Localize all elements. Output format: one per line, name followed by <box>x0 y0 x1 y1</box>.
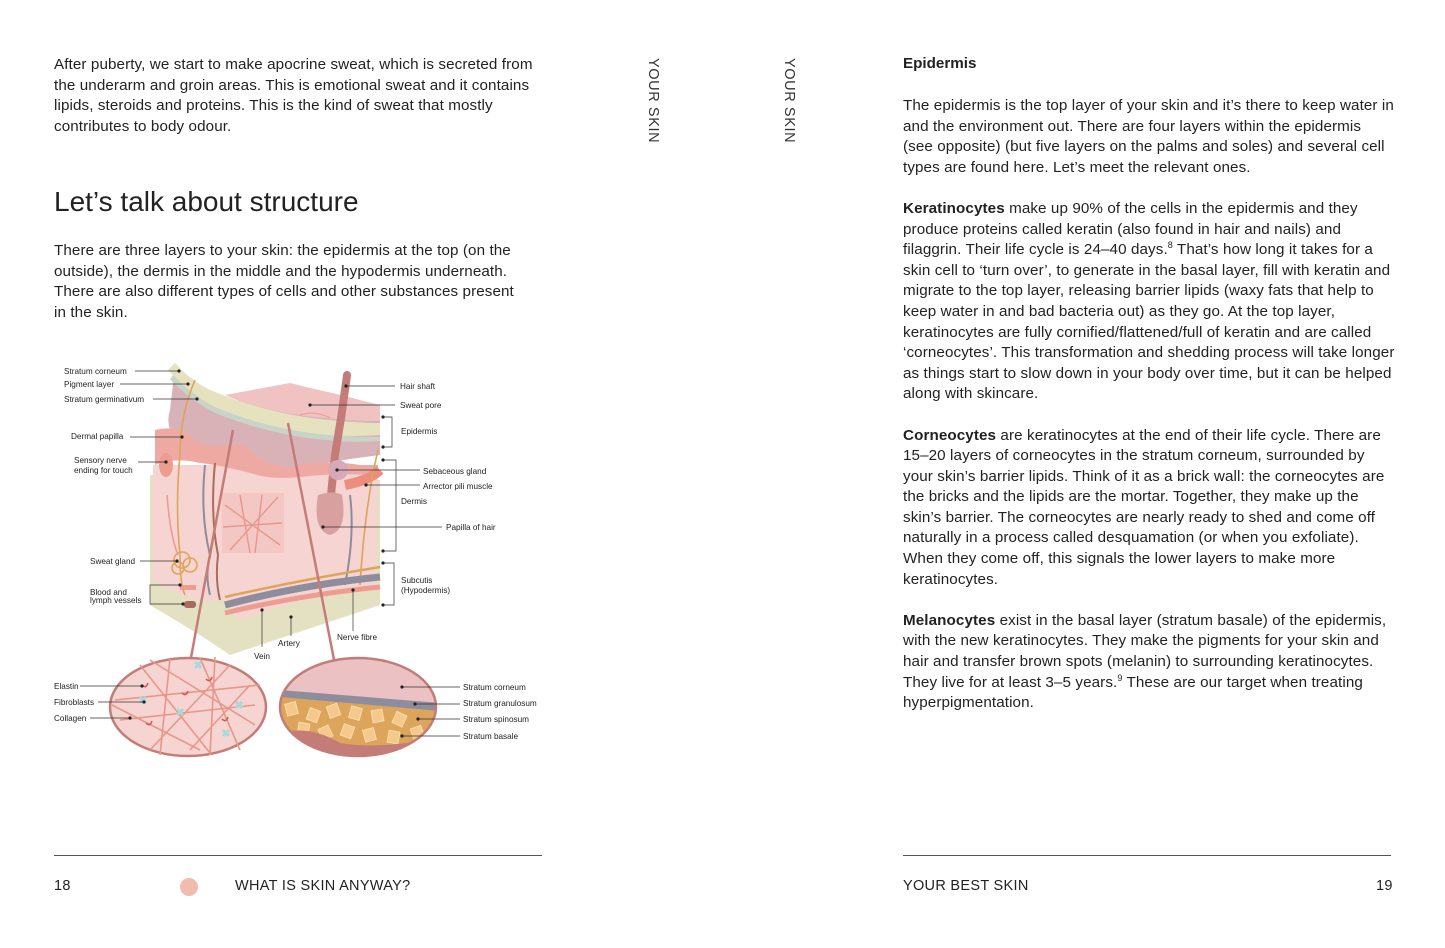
blood-vessel <box>184 601 196 608</box>
footnote-ref-8[interactable]: 8 <box>1167 240 1173 251</box>
label-pigment-layer: Pigment layer <box>64 380 115 389</box>
skin-block-illustration <box>150 363 380 665</box>
label-hair-shaft: Hair shaft <box>400 382 436 391</box>
paragraph-keratinocytes <box>903 199 1395 405</box>
label-sweat-pore: Sweat pore <box>400 401 442 410</box>
intro-paragraph-text: After puberty, we start to make apocrine sweat, which is secreted from the underarm and groin areas. This is emotional sweat and it contains lipids, steroids and proteins. This is the kind of sweat that mostly contributes to body odour. <box>54 56 533 135</box>
label-papilla-of-hair: Papilla of hair <box>446 523 496 532</box>
paragraph-corneocytes <box>903 426 1395 591</box>
label-nerve-fibre: Nerve fibre <box>337 633 378 642</box>
running-head-right: YOUR SKIN <box>781 58 797 144</box>
footer-rule-right <box>903 855 1391 856</box>
footer-rule-left <box>54 855 542 856</box>
footnote-ref-9[interactable]: 9 <box>1117 672 1123 683</box>
epidermis-heading: Epidermis <box>903 55 977 72</box>
label-subcutis: Subcutis <box>401 576 433 585</box>
label-sensory-nerve: Sensory nerve <box>74 456 127 465</box>
label-ending-for-touch: ending for touch <box>74 466 133 475</box>
label-stratum-granulosum: Stratum granulosum <box>463 699 537 708</box>
paragraph-epidermis-intro <box>903 96 1395 178</box>
structure-paragraph <box>54 241 524 323</box>
term-corneocytes: Corneocytes <box>903 426 997 444</box>
label-dermis: Dermis <box>401 497 427 506</box>
structure-paragraph-text: There are three layers to your skin: the epidermis at the top (on the outside), the dermis in the middle and the hypodermis underneath. There are also different types of cells and other substances present in the skin. <box>54 242 514 321</box>
label-stratum-corneum: Stratum corneum <box>64 367 127 376</box>
lymph-vessel <box>180 585 196 590</box>
running-head-left: YOUR SKIN <box>645 58 661 144</box>
label-elastin: Elastin <box>54 682 79 691</box>
label-stratum-germinativum: Stratum germinativum <box>64 395 145 404</box>
term-keratinocytes: Keratinocytes <box>903 199 1005 217</box>
paragraph-text: are keratinocytes at the end of their life cycle. There are 15–20 layers of corneocytes in the stratum corneum, surrounded by your skin’s barrier lipids. Think of it as a brick wall: the corneocytes are the bricks and the lipids are the mortar. Together, they make up the skin’s barrier. The corneocytes are nearly ready to shed and come off naturally in a process called desquamation (or when you exfoliate). When they come off, this signals the lower layers to make more keratinocytes. <box>903 426 1385 588</box>
label-artery: Artery <box>278 639 300 648</box>
label-lymph-vessels: lymph vessels <box>90 596 142 605</box>
page-number-right: 19 <box>1376 878 1393 894</box>
epidermis-body <box>903 96 1395 734</box>
label-collagen: Collagen <box>54 714 87 723</box>
paragraph-text: make up 90% of the cells in the epidermis and they produce proteins called keratin (also found in hair and nails) and filaggrin. Their life cycle is 24–40 days. <box>903 199 1358 259</box>
paragraph-text: exist in the basal layer (stratum basale) of the epidermis, with the new keratinocytes. They make the pigments for your skin and hair and transfer brown spots (melanin) to surrounding keratinocytes. They live for at least 3–5 years. <box>903 611 1387 691</box>
label-hypodermis: (Hypodermis) <box>401 586 451 595</box>
label-sweat-gland: Sweat gland <box>90 557 136 566</box>
label-vein: Vein <box>254 652 270 661</box>
page-number-left: 18 <box>54 878 71 894</box>
section-heading: Let’s talk about structure <box>54 186 359 217</box>
label-blood-and: Blood and <box>90 588 127 597</box>
paragraph-text-cont: These are our target when treating hyperpigmentation. <box>903 673 1363 712</box>
touch-receptor <box>159 453 173 477</box>
label-sebaceous-gland: Sebaceous gland <box>423 467 487 476</box>
skin-structure-diagram <box>50 355 550 765</box>
chapter-title: WHAT IS SKIN ANYWAY? <box>235 878 411 894</box>
label-arrector-pili: Arrector pili muscle <box>423 482 493 491</box>
term-melanocytes: Melanocytes <box>903 611 996 629</box>
label-fibroblasts: Fibroblasts <box>54 698 95 707</box>
label-stratum-basale: Stratum basale <box>463 732 519 741</box>
paragraph-text-cont: That’s how long it takes for a skin cell to ‘turn over’, to generate in the basal layer, fill with keratin and migrate to the top layer, releasing barrier lipids (waxy fats that help to keep water in and bad bacteria out) as they go. At the top layer, keratinocytes are fully cornified/flattened/full of keratin and are called ‘corneocytes’. This transformation and shedding process will take longer as things start to slow down in your body over time, but it can be helped along with skincare. <box>903 241 1395 403</box>
dermis-inset <box>54 657 266 756</box>
chapter-dot-icon <box>180 878 198 896</box>
book-title: YOUR BEST SKIN <box>903 878 1029 894</box>
label-inset-stratum-corneum: Stratum corneum <box>463 683 526 692</box>
label-stratum-spinosum: Stratum spinosum <box>463 715 529 724</box>
intro-paragraph <box>54 55 554 137</box>
paragraph-melanocytes <box>903 611 1395 714</box>
label-dermal-papilla: Dermal papilla <box>71 432 124 441</box>
label-epidermis: Epidermis <box>401 427 438 436</box>
paragraph-text: The epidermis is the top layer of your skin and it’s there to keep water in and the environment out. There are four layers within the epidermis (see opposite) (but five layers on the palms and soles) and several cell types are found here. Let’s meet the relevant ones. <box>903 97 1394 176</box>
epidermis-inset <box>280 655 537 765</box>
left-page <box>0 0 722 948</box>
